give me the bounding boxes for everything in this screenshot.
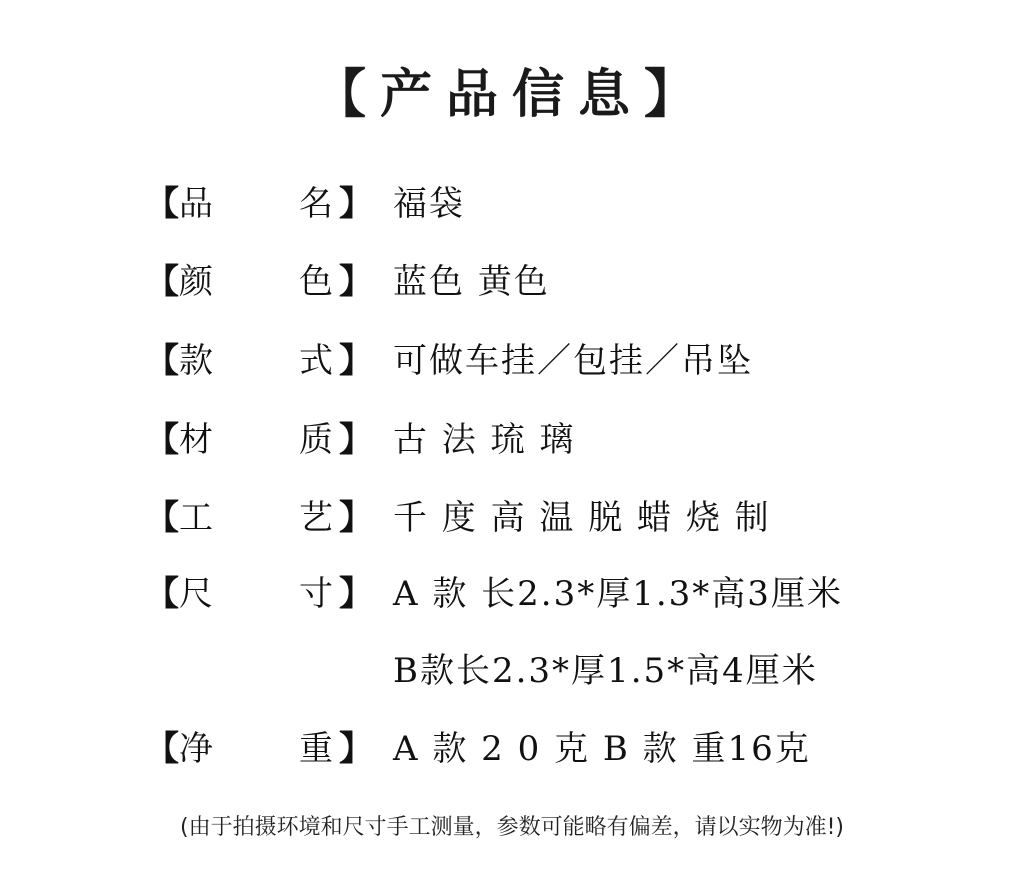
info-label: [145, 566, 385, 615]
label-char-2: 名: [299, 183, 333, 224]
bracket-close: 】: [339, 728, 373, 769]
label-char-2: 式: [299, 340, 333, 381]
info-value: 可做车挂／包挂／吊坠: [393, 340, 753, 381]
bracket-close: 】: [339, 183, 373, 224]
bracket-close: 】: [339, 573, 373, 614]
info-label: [145, 333, 385, 382]
disclaimer-note: (由于拍摄环境和尺寸手工测量，参数可能略有偏差，请以实物为准!): [180, 815, 844, 840]
label-char-2: 寸: [299, 573, 333, 614]
label-char-1: 材: [179, 419, 213, 460]
bracket-open: 【: [145, 573, 179, 614]
info-label: [145, 412, 385, 461]
info-value: 千 度 高 温 脱 蜡 烧 制: [393, 497, 771, 538]
label-char-2: 艺: [299, 497, 333, 538]
info-row-size-b: [385, 642, 818, 692]
bracket-close: 】: [339, 497, 373, 538]
info-label: [145, 254, 385, 303]
info-row-craft: [145, 489, 771, 539]
info-label: [145, 721, 385, 770]
label-char-2: 质: [299, 419, 333, 460]
info-value: A 款 2 0 克 B 款 重16克: [393, 728, 811, 769]
bracket-open: 【: [145, 497, 179, 538]
label-char-1: 品: [179, 183, 213, 224]
info-row-weight: [145, 720, 811, 770]
bracket-open: 【: [145, 419, 179, 460]
info-row-style: [145, 332, 753, 382]
bracket-close: 】: [339, 340, 373, 381]
page-title: 【产品信息】: [313, 65, 710, 125]
info-value-size-b: B款长2.3*厚1.5*高4厘米: [393, 650, 818, 691]
label-char-2: 重: [299, 728, 333, 769]
info-value: 古 法 琉 璃: [393, 419, 576, 460]
bracket-open: 【: [145, 340, 179, 381]
info-label: [145, 490, 385, 539]
bracket-close: 】: [339, 261, 373, 302]
info-row-color: [145, 253, 550, 303]
info-row-material: [145, 411, 575, 461]
info-value: A 款 长2.3*厚1.3*高3厘米: [393, 573, 843, 614]
label-char-1: 工: [179, 497, 213, 538]
info-value: 蓝色 黄色: [393, 261, 550, 302]
label-char-2: 色: [299, 261, 333, 302]
label-char-1: 款: [179, 340, 213, 381]
label-char-1: 净: [179, 728, 213, 769]
info-label: [145, 176, 385, 225]
bracket-close: 】: [339, 419, 373, 460]
info-row-name: [145, 175, 465, 225]
bracket-open: 【: [145, 728, 179, 769]
info-value: 福袋: [393, 183, 465, 224]
info-row-size: [145, 565, 843, 615]
bracket-open: 【: [145, 261, 179, 302]
bracket-open: 【: [145, 183, 179, 224]
label-char-1: 颜: [179, 261, 213, 302]
label-char-1: 尺: [179, 573, 213, 614]
